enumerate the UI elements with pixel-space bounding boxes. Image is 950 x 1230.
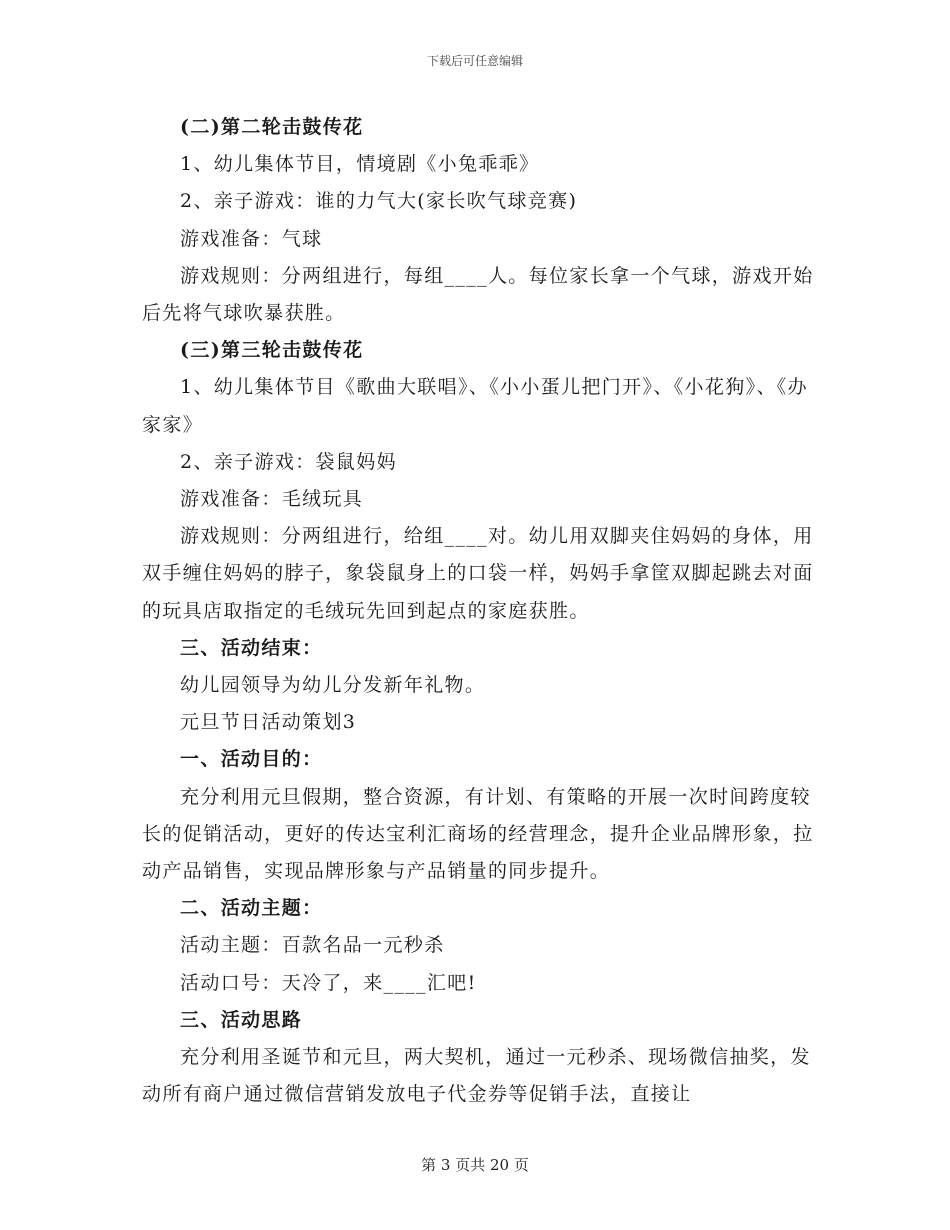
paragraph: 游戏规则：分两组进行，给组____对。幼儿用双脚夹住妈妈的身体，用双手缠住妈妈的脖子，象袋鼠身上的口袋一样，妈妈手拿筐双脚起跳去对面的玩具店取指定的毛绒玩先回到起点的家庭获胜。 (142, 525, 814, 622)
section-heading: (二)第二轮击鼓传花 (180, 116, 364, 138)
page-footer: 第 3 页共 20 页 (421, 1156, 529, 1174)
paragraph: 元旦节日活动策划3 (180, 711, 357, 734)
paragraph: 1、幼儿集体节目《歌曲大联唱》、《小小蛋儿把门开》、《小花狗》、《办家家》 (142, 376, 808, 436)
paragraph: 1、幼儿集体节目，情境剧《小兔乖乖》 (180, 153, 540, 176)
paragraph: 2、亲子游戏：袋鼠妈妈 (180, 450, 397, 473)
paragraph: 游戏规则：分两组进行，每组____人。每位家长拿一个气球，游戏开始后先将气球吹暴获胜。 (142, 264, 814, 325)
paragraph: 充分利用圣诞节和元旦，两大契机，通过一元秒杀、现场微信抽奖，发动所有商户通过微信营销发放电子代金券等促销手法，直接让 (142, 1046, 811, 1106)
section-heading: 三、活动思路 (180, 1008, 303, 1031)
paragraph: 幼儿园领导为幼儿分发新年礼物。 (180, 674, 486, 697)
section-heading: 一、活动目的： (180, 748, 323, 771)
section-heading: (三)第三轮击鼓传花 (180, 339, 364, 362)
document-body (142, 109, 814, 1113)
paragraph: 游戏准备：毛绒玩具 (180, 488, 364, 511)
page-header: 下载后可任意编辑 (426, 54, 523, 68)
section-heading: 三、活动结束： (180, 636, 323, 659)
paragraph: 游戏准备：气球 (180, 227, 323, 250)
paragraph: 活动主题：百款名品一元秒杀 (180, 934, 445, 957)
paragraph: 2、亲子游戏：谁的力气大(家长吹气球竞赛) (180, 190, 578, 213)
section-heading: 二、活动主题： (180, 897, 323, 920)
paragraph: 充分利用元旦假期，整合资源，有计划、有策略的开展一次时间跨度较长的促销活动，更好的传达宝利汇商场的经营理念，提升企业品牌形象，拉动产品销售，实现品牌形象与产品销量的同步提升。 (142, 785, 814, 883)
paragraph: 活动口号：天冷了，来____汇吧! (180, 971, 477, 994)
